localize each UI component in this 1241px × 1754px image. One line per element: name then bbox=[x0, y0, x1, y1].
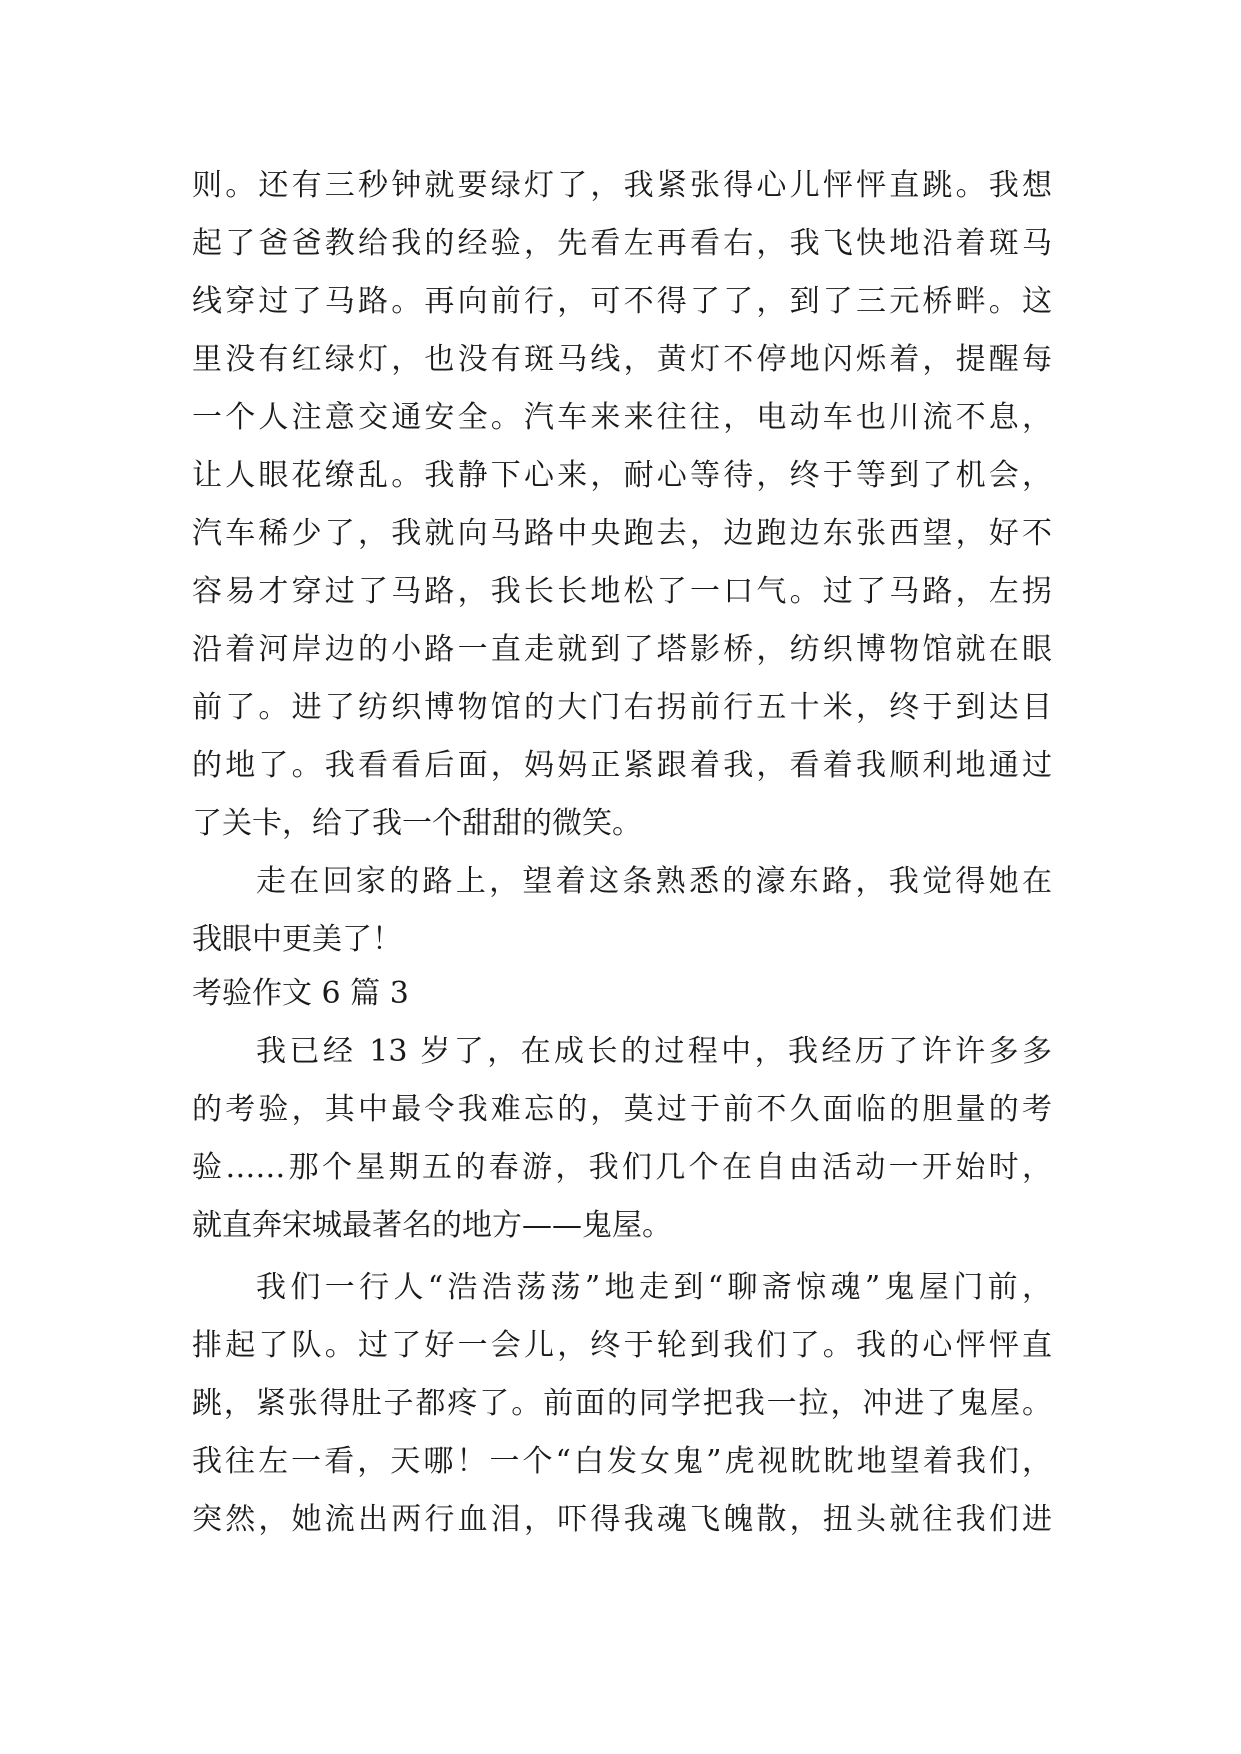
paragraph-line: 我眼中更美了！ bbox=[192, 922, 402, 957]
section-heading: 考验作文 6 篇 3 bbox=[192, 976, 409, 1011]
paragraph-line: 验……那个星期五的春游，我们几个在自由活动一开始时， bbox=[192, 1150, 1052, 1185]
paragraph-line: 容易才穿过了马路，我长长地松了一口气。过了马路，左拐 bbox=[192, 574, 1052, 609]
paragraph-line: 排起了队。过了好一会儿，终于轮到我们了。我的心怦怦直 bbox=[192, 1328, 1052, 1363]
paragraph-line: 起了爸爸教给我的经验，先看左再看右，我飞快地沿着斑马 bbox=[192, 226, 1052, 261]
paragraph-line: 了关卡，给了我一个甜甜的微笑。 bbox=[192, 806, 642, 841]
paragraph-line: 跳，紧张得肚子都疼了。前面的同学把我一拉，冲进了鬼屋。 bbox=[192, 1386, 1052, 1421]
paragraph-line: 线穿过了马路。再向前行，可不得了了，到了三元桥畔。这 bbox=[192, 284, 1052, 319]
paragraph-line: 我们一行人“浩浩荡荡”地走到“聊斋惊魂”鬼屋门前， bbox=[256, 1270, 1052, 1305]
paragraph-line: 则。还有三秒钟就要绿灯了，我紧张得心儿怦怦直跳。我想 bbox=[192, 168, 1052, 203]
paragraph-line: 我往左一看，天哪！一个“白发女鬼”虎视眈眈地望着我们， bbox=[192, 1444, 1052, 1479]
paragraph-line: 突然，她流出两行血泪，吓得我魂飞魄散，扭头就往我们进 bbox=[192, 1502, 1052, 1537]
paragraph-line: 里没有红绿灯，也没有斑马线，黄灯不停地闪烁着，提醒每 bbox=[192, 342, 1052, 377]
paragraph-line: 我已经 13 岁了，在成长的过程中，我经历了许许多多 bbox=[256, 1034, 1052, 1069]
paragraph-line: 就直奔宋城最著名的地方——鬼屋。 bbox=[192, 1208, 672, 1243]
paragraph-line: 前了。进了纺织博物馆的大门右拐前行五十米，终于到达目 bbox=[192, 690, 1052, 725]
paragraph-line: 汽车稀少了，我就向马路中央跑去，边跑边东张西望，好不 bbox=[192, 516, 1052, 551]
paragraph-line: 的地了。我看看后面，妈妈正紧跟着我，看着我顺利地通过 bbox=[192, 748, 1052, 783]
paragraph-line: 沿着河岸边的小路一直走就到了塔影桥，纺织博物馆就在眼 bbox=[192, 632, 1052, 667]
paragraph-line: 一个人注意交通安全。汽车来来往往，电动车也川流不息， bbox=[192, 400, 1052, 435]
paragraph-line: 走在回家的路上，望着这条熟悉的濠东路，我觉得她在 bbox=[256, 864, 1052, 899]
paragraph-line: 让人眼花缭乱。我静下心来，耐心等待，终于等到了机会， bbox=[192, 458, 1052, 493]
paragraph-line: 的考验，其中最令我难忘的，莫过于前不久面临的胆量的考 bbox=[192, 1092, 1052, 1127]
